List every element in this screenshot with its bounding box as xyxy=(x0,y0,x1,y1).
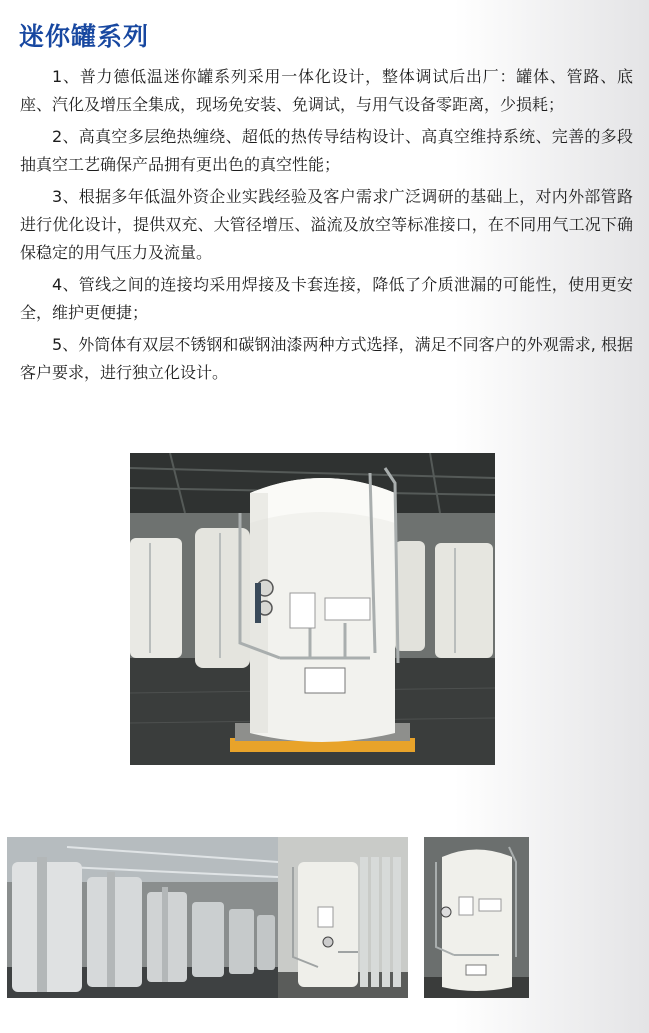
feature-paragraph-5: 5、外筒体有双层不锈钢和碳钢油漆两种方式选择，满足不同客户的外观需求, 根据客户要求，进行独立化设计。 xyxy=(20,335,633,382)
feature-paragraph-1: 1、普力德低温迷你罐系列采用一体化设计，整体调试后出厂：罐体、管路、底座、汽化及增压全集成，现场免安装、免调试，与用气设备零距离，少损耗； xyxy=(20,67,633,114)
mini-tank-main-photo xyxy=(130,453,495,765)
tank-row-photo xyxy=(7,837,278,998)
feature-paragraph-2: 2、高真空多层绝热缠绕、超低的热传导结构设计、高真空维持系统、完善的多段抽真空工艺确保产品拥有更出色的真空性能； xyxy=(20,127,633,174)
single-tank-photo xyxy=(424,837,529,998)
feature-description xyxy=(20,63,633,391)
tank-with-vaporizer-photo xyxy=(278,837,408,998)
section-title: 迷你罐系列 xyxy=(19,22,150,51)
feature-paragraph-4: 4、管线之间的连接均采用焊接及卡套连接，降低了介质泄漏的可能性，使用更安全，维护更便捷； xyxy=(20,275,633,322)
feature-paragraph-3: 3、根据多年低温外资企业实践经验及客户需求广泛调研的基础上，对内外部管路进行优化设计，提供双充、大管径增压、溢流及放空等标准接口，在不同用气工况下确保稳定的用气压力及流量。 xyxy=(20,187,633,262)
